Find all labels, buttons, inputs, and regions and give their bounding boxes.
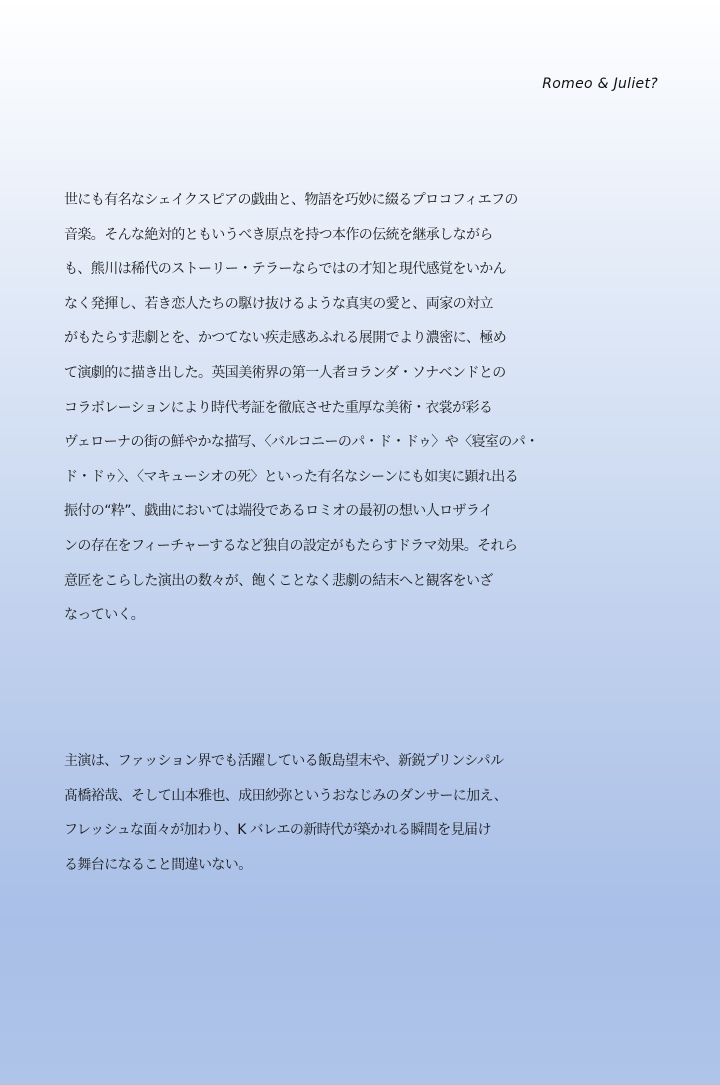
text-line: 意匠をこらした演出の数々が、飽くことなく悲劇の結末へと観客をいざ [64, 572, 493, 589]
text-line: も、熊川は稀代のストーリー・テラーならではの才知と現代感覚をいかん [64, 261, 507, 278]
text-line: 世にも有名なシェイクスピアの戯曲と、物語を巧妙に綴るプロコフィエフの [64, 192, 518, 208]
text-line: がもたらす悲劇とを、かつてない疾走感あふれる展開でより濃密に、極め [64, 330, 507, 347]
text-line: ンの存在をフィーチャーするなど独自の設定がもたらすドラマ効果。それら [64, 537, 518, 554]
text-line: 振付の“粋”、戯曲においては端役であるロミオの最初の想い人ロザライ [64, 503, 493, 520]
text-line: なく発揮し、若き恋人たちの駆け抜けるような真実の愛と、両家の対立 [64, 295, 493, 312]
page-title: Romeo & Juliet? [542, 76, 658, 92]
text-line: る舞台になること間違いない。 [64, 856, 252, 873]
text-line: ヴェローナの街の鮮やかな描写、〈バルコニーのパ・ド・ドゥ〉や〈寝室のパ・ [64, 434, 539, 451]
text-line: て演劇的に描き出した。英国美術界の第一人者ヨランダ・ソナベンドとの [64, 364, 506, 381]
text-line: フレッシュな面々が加わり、K バレエの新時代が築かれる瞬間を見届け [64, 822, 491, 839]
body-paragraph-1 [64, 183, 664, 633]
text-line: なっていく。 [64, 607, 145, 624]
text-line: ド・ドゥ〉、〈マキューシオの死〉といった有名なシーンにも如実に顕れ出る [64, 468, 519, 485]
text-line: コラボレーションにより時代考証を徹底させた重厚な美術・衣裳が彩る [64, 399, 493, 416]
body-paragraph-2 [64, 744, 664, 882]
text-line: 音楽。そんな絶対的ともいうべき原点を持つ本作の伝統を継承しながら [64, 226, 493, 243]
text-line: 髙橋裕哉、そして山本雅也、成田紗弥というおなじみのダンサーに加え、 [64, 787, 508, 804]
text-line: 主演は、ファッション界でも活躍している飯島望末や、新鋭プリンシパル [64, 753, 504, 769]
